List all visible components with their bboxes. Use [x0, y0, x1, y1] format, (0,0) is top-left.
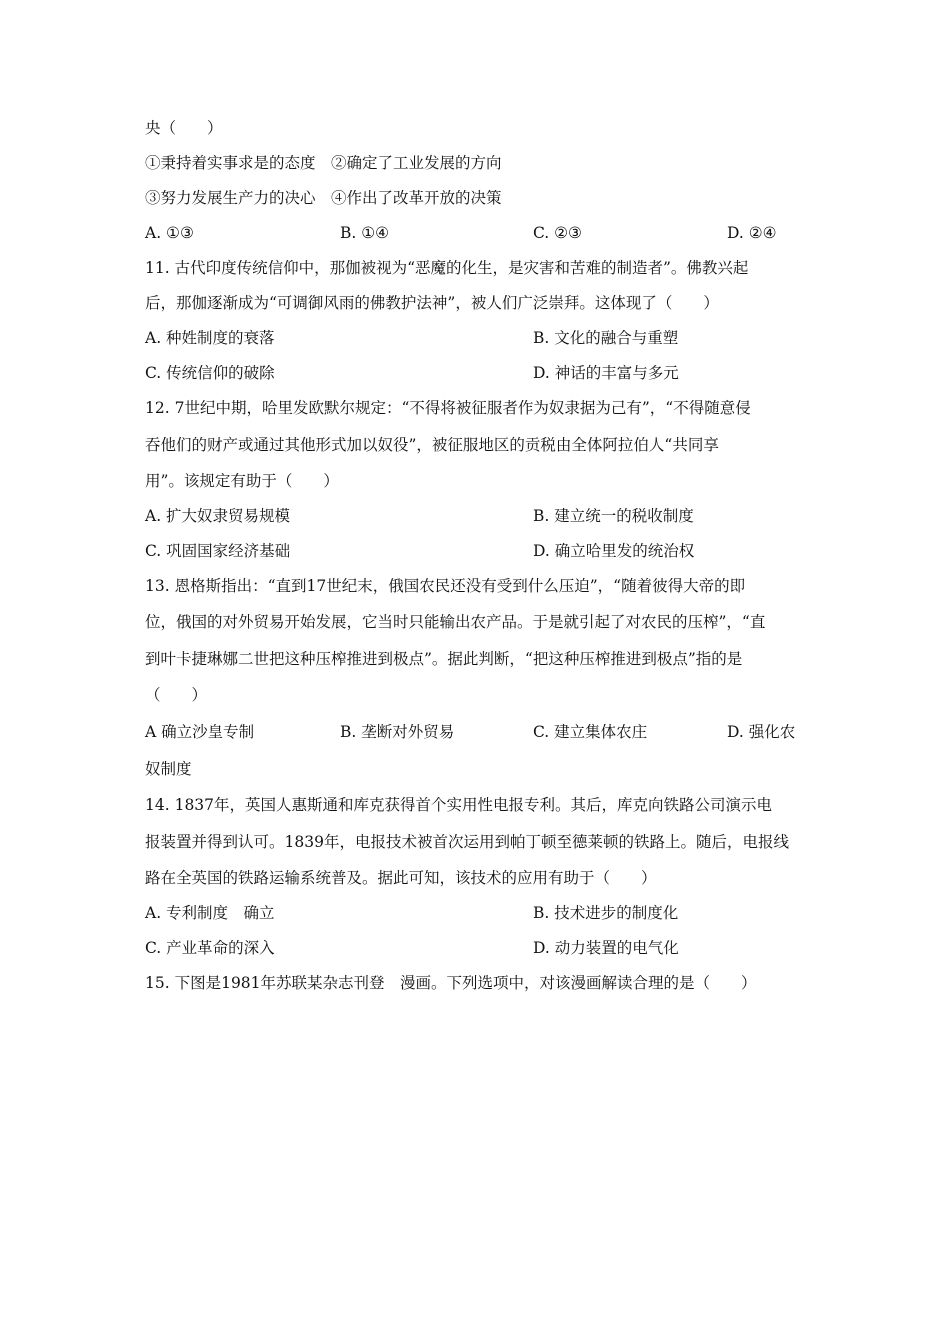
q10-tail: 央（ ）	[145, 119, 223, 137]
q12-option-b: B. 建立统一的税收制度	[533, 507, 694, 525]
q10-option-a: A. ①③	[145, 224, 194, 242]
q11-option-d: D. 神话的丰富与多元	[533, 364, 679, 382]
q13-option-c: C. 建立集体农庄	[533, 723, 648, 741]
q14-stem-line-3: 路在全英国的铁路运输系统普及。据此可知，该技术的应用有助于（ ）	[145, 869, 657, 887]
q13-option-d: D. 强化农	[727, 723, 796, 741]
q13-stem-line-2: 位，俄国的对外贸易开始发展，它当时只能输出农产品。于是就引起了对农民的压榨”，“直	[145, 613, 766, 631]
q11-stem-line-1: 11. 古代印度传统信仰中，那伽被视为“恶魔的化生，是灾害和苦难的制造者”。佛教兴起	[145, 259, 749, 277]
q13-stem-line-1: 13. 恩格斯指出：“直到17世纪末，俄国农民还没有受到什么压迫”，“随着彼得大帝的即	[145, 577, 746, 595]
q10-option-c: C. ②③	[533, 224, 582, 242]
q11-option-c: C. 传统信仰的破除	[145, 364, 275, 382]
q14-stem-line-1: 14. 1837年，英国人惠斯通和库克获得首个实用性电报专利。其后，库克向铁路公司演示电	[145, 796, 773, 814]
q15-stem-line-1: 15. 下图是1981年苏联某杂志刊登 漫画。下列选项中，对该漫画解读合理的是（ ）	[145, 974, 757, 992]
q10-items-line-1: ①秉持着实事求是的态度 ②确定了工业发展的方向	[145, 154, 502, 172]
q14-option-d: D. 动力装置的电气化	[533, 939, 679, 957]
q13-option-a: A 确立沙皇专制	[145, 723, 255, 741]
q11-option-a: A. 种姓制度的衰落	[145, 329, 275, 347]
q11-stem-line-2: 后，那伽逐渐成为“可调御风雨的佛教护法神”，被人们广泛崇拜。这体现了（ ）	[145, 294, 719, 312]
q13-option-b: B. 垄断对外贸易	[340, 723, 455, 741]
q12-option-c: C. 巩固国家经济基础	[145, 542, 291, 560]
q12-stem-line-3: 用”。该规定有助于（ ）	[145, 472, 339, 490]
q14-option-b: B. 技术进步的制度化	[533, 904, 679, 922]
q12-option-a: A. 扩大奴隶贸易规模	[145, 507, 291, 525]
q13-option-d-wrap: 奴制度	[145, 760, 192, 778]
q10-option-b: B. ①④	[340, 224, 390, 242]
q14-option-c: C. 产业革命的深入	[145, 939, 275, 957]
q14-stem-line-2: 报装置并得到认可。1839年，电报技术被首次运用到帕丁顿至德莱顿的铁路上。随后，电报线	[145, 833, 789, 851]
q13-stem-line-3: 到叶卡捷琳娜二世把这种压榨推进到极点”。据此判断，“把这种压榨推进到极点”指的是	[145, 650, 743, 668]
q14-option-a: A. 专利制度 确立	[145, 904, 275, 922]
q11-option-b: B. 文化的融合与重塑	[533, 329, 679, 347]
q12-stem-line-1: 12. 7世纪中期，哈里发欧默尔规定：“不得将被征服者作为奴隶据为己有”，“不得随意侵	[145, 399, 751, 417]
q13-stem-line-4: （ ）	[145, 686, 208, 704]
q10-option-d: D. ②④	[727, 224, 777, 242]
q10-items-line-2: ③努力发展生产力的决心 ④作出了改革开放的决策	[145, 189, 502, 207]
q12-option-d: D. 确立哈里发的统治权	[533, 542, 695, 560]
q12-stem-line-2: 吞他们的财产或通过其他形式加以奴役”，被征服地区的贡税由全体阿拉伯人“共同享	[145, 436, 719, 454]
